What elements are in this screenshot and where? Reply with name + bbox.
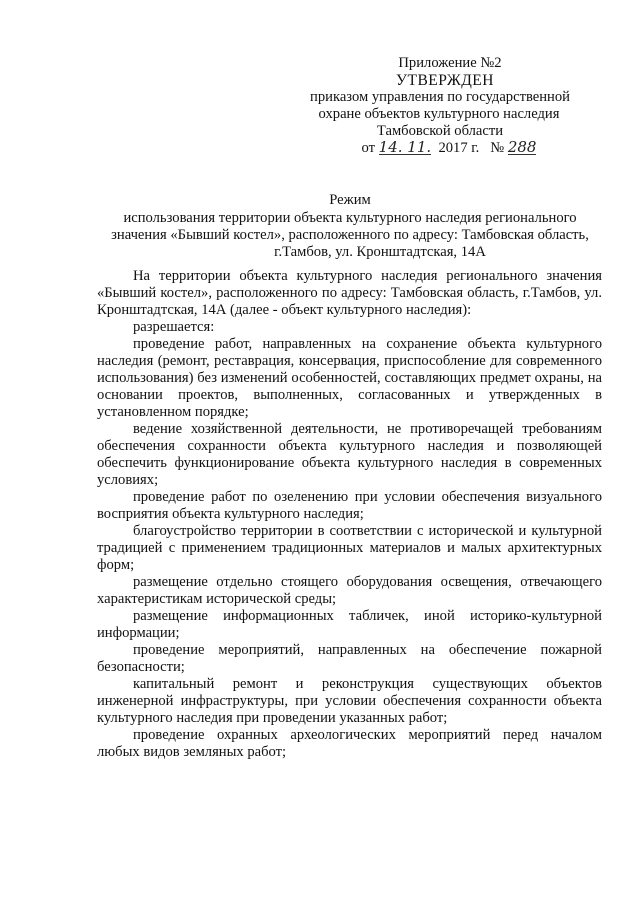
date-year: 2017 г. (438, 140, 480, 156)
allowed-item: размещение информационных табличек, иной историко-культурной информации; (97, 608, 602, 641)
allowed-item: размещение отдельно стоящего оборудования освещения, отвечающего характеристикам исторической среды; (97, 574, 602, 607)
allowed-item: проведение мероприятий, направленных на обеспечение пожарной безопасности; (97, 642, 602, 675)
allowed-item: капитальный ремонт и реконструкция существующих объектов инженерной инфраструктуры, при условии обеспечения сохранности объекта культурного наследия при проведении указанных работ; (97, 676, 602, 726)
approved-label: УТВЕРЖДЕН (396, 72, 494, 89)
handwritten-date: 14. 11. (378, 138, 432, 156)
appendix-label: Приложение №2 (398, 55, 502, 71)
document-title (90, 192, 610, 261)
allowed-item: благоустройство территории в соответствии с исторической и культурной традицией с применением традиционных материалов и малых архитектурных форм; (97, 523, 602, 573)
title-regime: Режим (329, 192, 371, 208)
order-line-2: охране объектов культурного наследия (318, 106, 560, 122)
order-date-line (308, 140, 590, 157)
allowed-item: проведение работ, направленных на сохранение объекта культурного наследия (ремонт, реставрация, консервация, приспособление для современного использования) без изменений особенностей, составляющих предмет охраны, на основании проектов, выполненных, согласованных и утвержденных в установленном порядке; (97, 336, 602, 420)
approval-block (290, 55, 590, 157)
allowed-item: проведение охранных археологических мероприятий перед началом любых видов земляных работ; (97, 727, 602, 760)
order-line-3: Тамбовской области (376, 123, 504, 139)
allowed-item: ведение хозяйственной деятельности, не противоречащей требованиям обеспечения сохранности объекта культурного наследия и позволяющей обеспечить функционирование объекта культурного наследия в современных условиях; (97, 421, 602, 488)
handwritten-number: 288 (507, 138, 537, 156)
title-line-2: значения «Бывший костел», расположенного по адресу: Тамбовская область, (111, 227, 589, 243)
number-prefix: № (490, 140, 505, 156)
document-body (97, 268, 602, 761)
intro-paragraph: На территории объекта культурного наследия регионального значения «Бывший костел», расположенного по адресу: Тамбовская область, г.Тамбов, ул. Кронштадтская, 14А (далее - объект культурного наследия): (97, 268, 602, 318)
order-line-1: приказом управления по государственной (310, 89, 570, 105)
date-prefix: от (361, 140, 376, 156)
title-line-1: использования территории объекта культурного наследия регионального (123, 210, 577, 226)
title-line-3: г.Тамбов, ул. Кронштадтская, 14А (274, 244, 486, 260)
allowed-item: проведение работ по озеленению при условии обеспечения визуального восприятия объекта культурного наследия; (97, 489, 602, 522)
allowed-label: разрешается: (133, 319, 215, 335)
